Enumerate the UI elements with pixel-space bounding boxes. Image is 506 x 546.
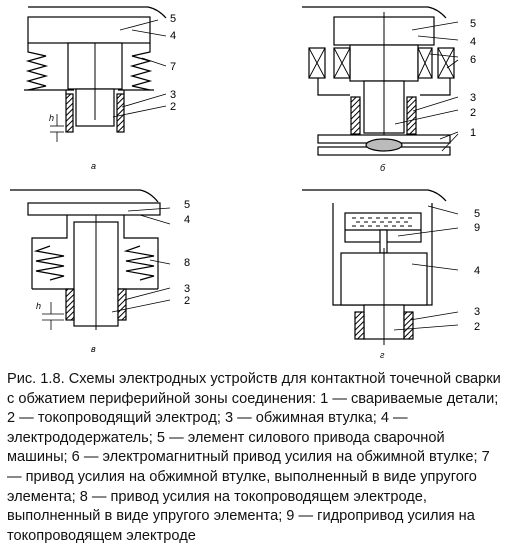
- panel-b: [302, 7, 458, 155]
- spring-7-left: [28, 43, 46, 90]
- panel-c-label-2: 2: [184, 295, 191, 307]
- spring-8-left: [36, 246, 64, 280]
- panel-a-h-label: h: [49, 113, 55, 123]
- panel-c: [10, 190, 170, 330]
- panel-d-label-3: 3: [474, 306, 481, 318]
- spring-8-right: [126, 246, 154, 280]
- compression-sleeve-3-right: [118, 289, 126, 320]
- panel-a-label-3: 3: [170, 89, 177, 101]
- panel-a-label-5: 5: [170, 13, 177, 25]
- panel-b-label-1: 1: [470, 127, 477, 139]
- spring-7-right: [132, 43, 150, 90]
- compression-sleeve-3-left: [355, 312, 364, 339]
- panel-d-label-2: 2: [474, 321, 481, 333]
- compression-sleeve-3-right: [117, 94, 124, 132]
- panel-a: [24, 7, 166, 142]
- panel-c-h-label: h: [36, 301, 42, 311]
- panel-b-label-3: 3: [470, 92, 477, 104]
- panel-b-label-4: 4: [470, 36, 477, 48]
- panel-d-sublabel: г: [380, 350, 385, 360]
- panel-a-label-7: 7: [170, 61, 177, 73]
- panel-a-label-2: 2: [170, 101, 177, 113]
- panel-d-label-9: 9: [474, 222, 481, 234]
- panel-b-label-2: 2: [470, 107, 477, 119]
- panel-a-sublabel: а: [91, 161, 97, 171]
- compression-sleeve-3-left: [66, 289, 74, 320]
- force-drive-element-5: [28, 7, 166, 18]
- compression-sleeve-3-right: [407, 97, 416, 134]
- panel-c-label-5: 5: [184, 199, 191, 211]
- force-drive-element-5: [10, 190, 158, 202]
- force-drive-element-5: [302, 190, 446, 201]
- panel-c-label-3: 3: [184, 283, 191, 295]
- panel-d-label-4: 4: [474, 265, 481, 277]
- compression-sleeve-3-left: [66, 94, 73, 132]
- panel-b-label-6: 6: [470, 54, 477, 66]
- panel-b-sublabel: б: [380, 163, 386, 173]
- electrode-holder-4: [28, 17, 150, 43]
- panel-a-label-4: 4: [170, 30, 177, 42]
- compression-sleeve-3-left: [351, 97, 360, 134]
- panel-d-label-5: 5: [474, 208, 481, 220]
- panel-c-sublabel: в: [91, 344, 96, 354]
- compression-sleeve-3-right: [404, 312, 413, 339]
- panel-c-label-8: 8: [184, 257, 191, 269]
- figure-caption: Рис. 1.8. Схемы электродных устройств для контактной точечной сварки с обжатием периферийной зоны соединения: 1 — свариваемые детали; 2 — токопроводящий электрод; 3 — обжимная втулка; 4 — электрододержатель; 5 — элемент силового привода сварочной машины; 6 — электромагнитный привод усилия на обжимной втулке; 7 — привод усилия на обжимной втулке, выполненный в виде упругого элемента; 8 — привод усилия на токопроводящем электроде, выполненный в виде упругого элемента; 9 — гидропривод усилия на токопроводящем электроде: [7, 371, 501, 544]
- panel-c-label-4: 4: [184, 214, 191, 226]
- electrode-holder-4: [28, 203, 160, 215]
- panel-b-label-5: 5: [470, 18, 477, 30]
- panel-d: [302, 190, 458, 345]
- force-drive-element-5: [302, 7, 446, 18]
- weld-nugget: [366, 139, 402, 151]
